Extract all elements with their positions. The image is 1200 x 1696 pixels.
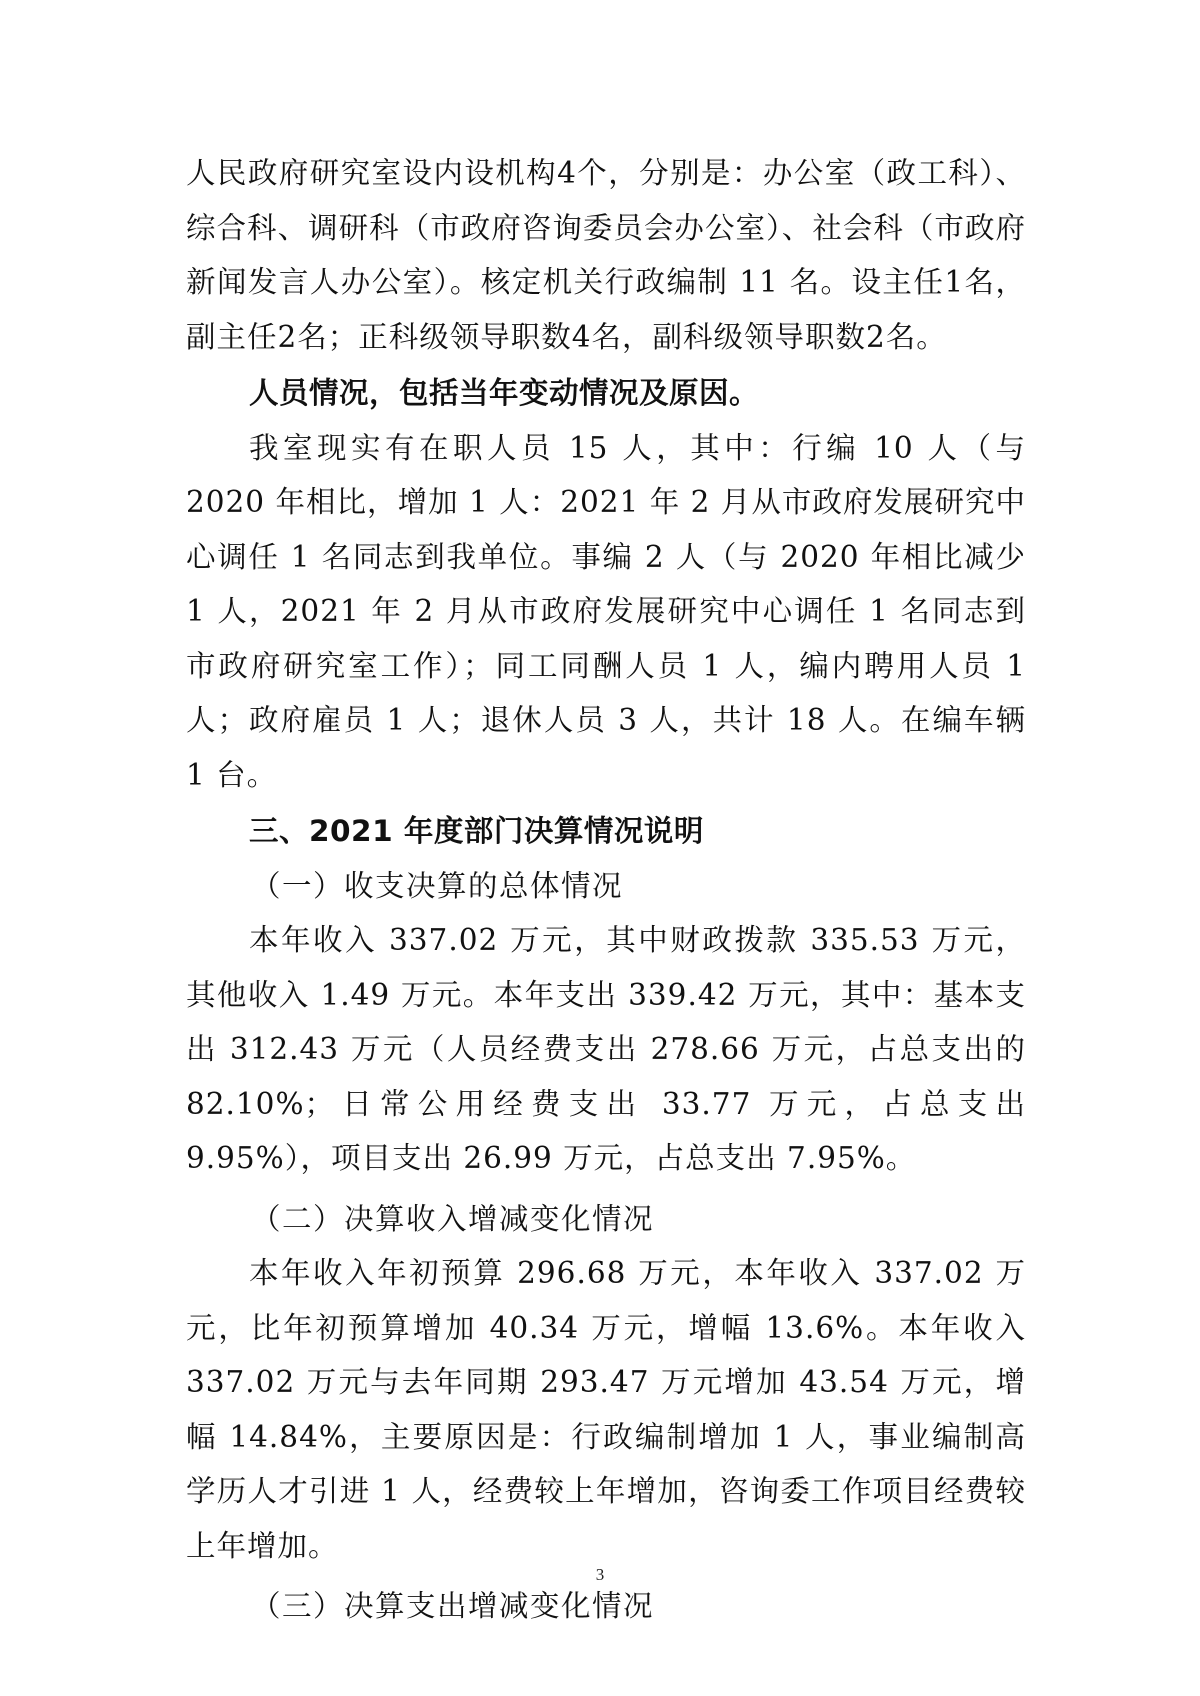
document-body bbox=[186, 146, 1026, 1634]
paragraph-internal-structure: 人民政府研究室设内设机构4个，分别是：办公室（政工科）、综合科、调研科（市政府咨询委员会办公室）、社会科（市政府新闻发言人办公室）。核定机关行政编制 11 名。设主任1名，副主任2名；正科级领导职数4名，副科级领导职数2名。 bbox=[186, 156, 1026, 354]
subheading-overall-revenue-expenditure: （一）收支决算的总体情况 bbox=[251, 868, 624, 903]
paragraph-personnel: 我室现实有在职人员 15 人，其中：行编 10 人（与 2020 年相比，增加 1 人：2021 年 2 月从市政府发展研究中心调任 1 名同志到我单位。事编 2 人（与 2020 年相比减少 1 人，2021 年 2 月从市政府发展研究中心调任 1 名同志到市政府研究室工作）；同工同酬人员 1 人，编内聘用人员 1 人；政府雇员 1 人；退休人员 3 人，共计 18 人。在编车辆 1 台。 bbox=[186, 430, 1026, 792]
heading-section-three: 三、2021 年度部门决算情况说明 bbox=[249, 814, 704, 848]
heading-personnel: 人员情况，包括当年变动情况及原因。 bbox=[249, 376, 760, 410]
paragraph-overall-revenue-expenditure: 本年收入 337.02 万元，其中财政拨款 335.53 万元，其他收入 1.49 万元。本年支出 339.42 万元，其中：基本支出 312.43 万元（人员经费支出 278.66 万元，占总支出的 82.10%；日常公用经费支出 33.77 万元，占总支出 9.95%），项目支出 26.99 万元，占总支出 7.95%。 bbox=[186, 923, 1026, 1175]
subheading-revenue-change: （二）决算收入增减变化情况 bbox=[251, 1201, 655, 1236]
paragraph-revenue-change: 本年收入年初预算 296.68 万元，本年收入 337.02 万元，比年初预算增加 40.34 万元，增幅 13.6%。本年收入 337.02 万元与去年同期 293.47 万元增加 43.54 万元，增幅 14.84%，主要原因是：行政编制增加 1 人，事业编制高学历人才引进 1 人，经费较上年增加，咨询委工作项目经费较上年增加。 bbox=[186, 1256, 1026, 1563]
page-number: 3 bbox=[595, 1565, 605, 1584]
subheading-expenditure-change: （三）决算支出增减变化情况 bbox=[251, 1589, 655, 1623]
